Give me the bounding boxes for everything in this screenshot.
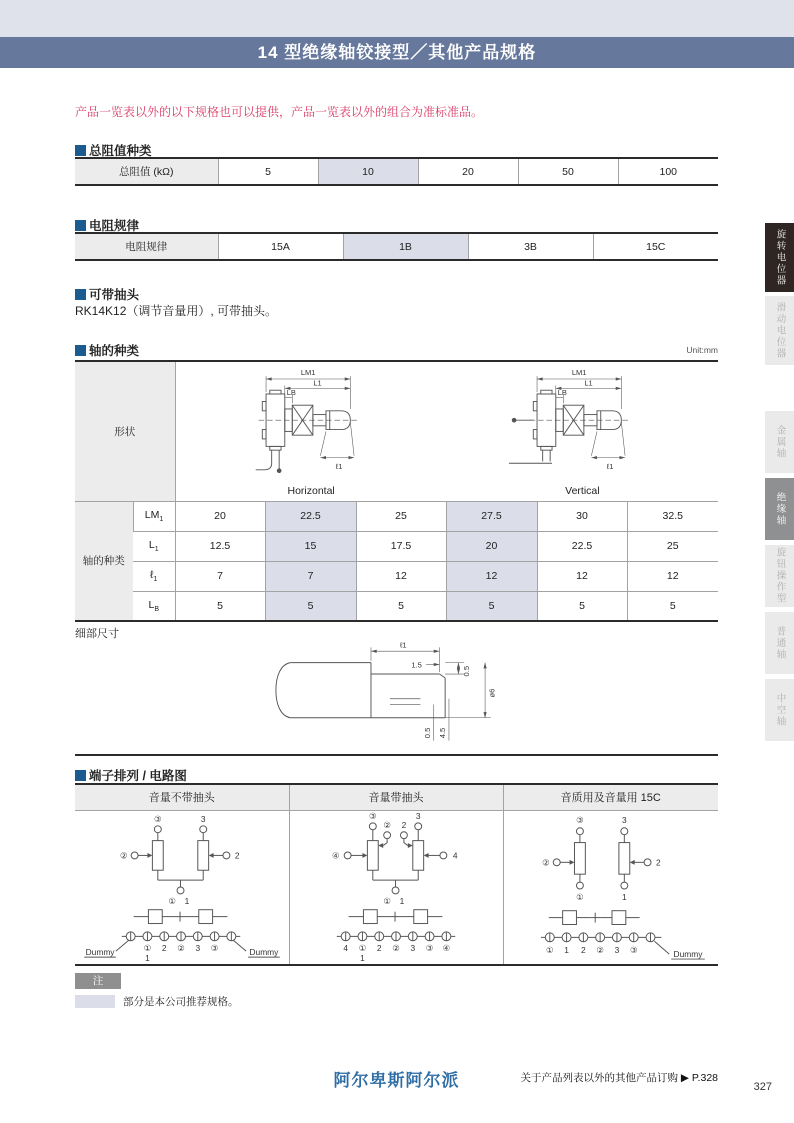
circuit-header-row: [75, 784, 718, 810]
svg-text:②: ②: [391, 942, 400, 953]
section-tap: 可带抽头: [75, 285, 139, 303]
svg-text:3: 3: [415, 810, 421, 821]
svg-text:③: ③: [210, 942, 219, 953]
sidebar-tab-insulated-shaft[interactable]: 绝缘轴: [765, 478, 794, 540]
svg-text:2: 2: [161, 942, 167, 953]
row-label: 总阻值 (kΩ): [75, 158, 218, 185]
row-label: 电阻规律: [75, 233, 218, 260]
svg-text:1: 1: [184, 895, 190, 906]
svg-text:①: ①: [545, 944, 554, 955]
section-marker-icon: [75, 289, 86, 300]
value-cell-recommended: 1B: [343, 233, 468, 260]
svg-text:1: 1: [563, 944, 569, 955]
value-cell: 5: [537, 591, 627, 621]
svg-text:①: ①: [382, 895, 391, 906]
shaft-table: [75, 360, 718, 622]
svg-text:④: ④: [442, 942, 450, 953]
circuit-header: 音质用及音量用 15C: [503, 784, 718, 810]
value-cell-recommended: 5: [446, 591, 537, 621]
detail-dimensions-label: 细部尺寸: [75, 628, 119, 640]
svg-text:②: ②: [382, 819, 391, 830]
value-cell-recommended: 20: [446, 531, 537, 561]
svg-text:3: 3: [621, 814, 627, 825]
sidebar-tab-rotary-potentiometer[interactable]: 旋转电位器: [765, 223, 794, 292]
value-cell: 20: [175, 501, 265, 531]
circuit-volume-no-tap: [75, 810, 289, 965]
svg-text:ø6: ø6: [487, 688, 497, 698]
svg-text:②: ②: [541, 856, 550, 867]
svg-text:ℓ1: ℓ1: [335, 461, 343, 471]
svg-text:1.5: 1.5: [411, 660, 422, 670]
page-title: 14 型绝缘轴铰接型／其他产品规格: [0, 37, 794, 68]
note-line: [75, 994, 239, 1009]
svg-text:0.5: 0.5: [461, 665, 471, 677]
horizontal-drawing-svg: [211, 364, 411, 482]
svg-text:LB: LB: [286, 387, 297, 397]
value-cell-recommended: 27.5: [446, 501, 537, 531]
section-total-resistance: 总阻值种类: [75, 141, 152, 159]
page-number: 327: [753, 1081, 772, 1093]
svg-text:2: 2: [234, 849, 240, 860]
note-badge: 注: [75, 973, 121, 989]
table-row: [75, 158, 718, 185]
svg-text:③: ③: [154, 813, 162, 824]
svg-text:②: ②: [177, 942, 185, 953]
dim-label: ℓ$_1$: [133, 561, 175, 591]
table-row: [75, 233, 718, 260]
order-info-link[interactable]: 关于产品列表以外的其他产品订购 ▶ P.328: [520, 1072, 718, 1084]
horizontal-caption: Horizontal: [287, 484, 335, 497]
svg-text:4: 4: [342, 942, 348, 953]
value-cell: 5: [218, 158, 318, 185]
circuit-header: 音量不带抽头: [75, 784, 289, 810]
svg-text:1: 1: [399, 895, 404, 906]
value-cell-recommended: 15: [265, 531, 356, 561]
circuit-tone-and-volume-15c: [503, 810, 718, 965]
svg-text:2: 2: [401, 819, 406, 830]
circuit-volume-with-tap: [289, 810, 503, 965]
svg-text:①: ①: [143, 942, 152, 953]
dim-label: $L_1$: [133, 531, 175, 561]
vertical-caption: Vertical: [565, 484, 600, 497]
value-cell-recommended: 7: [265, 561, 356, 591]
unit-label: Unit:mm: [686, 345, 718, 355]
horizontal-shaft-drawing: [176, 362, 447, 501]
value-cell: 17.5: [356, 531, 446, 561]
shape-row: [75, 361, 718, 501]
value-cell: 50: [518, 158, 618, 185]
intro-note: 产品一览表以外的以下规格也可以提供，产品一览表以外的组合为准标准品。: [75, 105, 484, 119]
value-cell: 5: [175, 591, 265, 621]
value-cell: 12: [537, 561, 627, 591]
svg-text:ℓ1: ℓ1: [607, 461, 614, 471]
shape-label: 形状: [75, 361, 175, 501]
table-row: [75, 531, 718, 561]
value-cell: 30: [537, 501, 627, 531]
svg-text:Dummy: Dummy: [673, 948, 702, 959]
section-marker-icon: [75, 145, 86, 156]
svg-text:L1: L1: [584, 378, 594, 388]
svg-text:①: ①: [575, 891, 584, 902]
circuit-header: 音量带抽头: [289, 784, 503, 810]
section-marker-icon: [75, 220, 86, 231]
svg-text:LB: LB: [558, 387, 568, 397]
value-cell: 20: [418, 158, 518, 185]
circuit-diagram-1: [75, 811, 289, 964]
note-text: 部分是本公司推荐规格。: [123, 996, 239, 1008]
shape-drawings: [175, 361, 718, 501]
svg-text:2: 2: [655, 856, 661, 867]
value-cell: 15A: [218, 233, 343, 260]
svg-text:LM1: LM1: [572, 368, 587, 378]
taper-table: [75, 232, 718, 261]
svg-text:2: 2: [580, 944, 586, 955]
svg-text:③: ③: [629, 944, 637, 955]
circuit-table: [75, 783, 718, 966]
recommended-color-swatch: [75, 995, 115, 1008]
value-cell: 7: [175, 561, 265, 591]
value-cell-recommended: 10: [318, 158, 418, 185]
section-taper: 电阻规律: [75, 216, 139, 234]
dim-label: $L_B$: [133, 591, 175, 621]
svg-text:②: ②: [595, 944, 604, 955]
svg-text:Dummy: Dummy: [249, 946, 279, 957]
svg-text:1: 1: [621, 891, 627, 902]
value-cell: 22.5: [537, 531, 627, 561]
svg-text:①: ①: [358, 942, 366, 953]
circuit-diagram-3: [504, 811, 719, 964]
section-shaft: 轴的种类: [75, 341, 139, 359]
value-cell: 5: [627, 591, 718, 621]
dim-label: $LM_1$: [133, 501, 175, 531]
table-row: [75, 501, 718, 531]
brand-logo: 阿尔卑斯阿尔派: [333, 1071, 460, 1090]
value-cell: 15C: [593, 233, 718, 260]
value-cell: 12.5: [175, 531, 265, 561]
value-cell-recommended: 22.5: [265, 501, 356, 531]
svg-text:④: ④: [331, 849, 340, 860]
value-cell: 25: [356, 501, 446, 531]
sidebar-tab-hollow-shaft[interactable]: 中空轴: [765, 679, 794, 741]
svg-text:ℓ1: ℓ1: [399, 640, 407, 650]
table-row: [75, 591, 718, 621]
svg-text:3: 3: [200, 813, 206, 824]
sidebar-tab-metal-shaft[interactable]: 金属轴: [765, 411, 794, 473]
svg-text:③: ③: [575, 814, 584, 825]
svg-text:③: ③: [368, 810, 377, 821]
sidebar-tab-slide-potentiometer[interactable]: 滑动电位器: [765, 296, 794, 365]
total-resistance-table: [75, 157, 718, 186]
svg-text:2: 2: [376, 942, 382, 953]
svg-text:1: 1: [359, 952, 365, 963]
value-cell: 3B: [468, 233, 593, 260]
circuit-body-row: [75, 810, 718, 965]
value-cell: 5: [356, 591, 446, 621]
section-marker-icon: [75, 770, 86, 781]
value-cell-recommended: 5: [265, 591, 356, 621]
svg-text:4: 4: [452, 849, 458, 860]
sidebar-tab-standard-shaft[interactable]: 普通轴: [765, 612, 794, 674]
svg-text:3: 3: [614, 944, 619, 955]
vertical-shaft-drawing: [447, 362, 718, 501]
svg-text:1: 1: [145, 952, 150, 963]
svg-text:①: ①: [168, 895, 176, 906]
value-cell: 32.5: [627, 501, 718, 531]
svg-text:3: 3: [195, 942, 201, 953]
value-cell: 12: [627, 561, 718, 591]
value-cell: 100: [618, 158, 718, 185]
svg-text:L1: L1: [313, 378, 322, 388]
top-strip: [0, 0, 794, 37]
svg-text:②: ②: [120, 849, 128, 860]
value-cell: 12: [356, 561, 446, 591]
tap-description: RK14K12（调节音量用）, 可带抽头。: [75, 304, 278, 318]
svg-text:3: 3: [409, 942, 415, 953]
value-cell: 25: [627, 531, 718, 561]
svg-text:③: ③: [425, 942, 433, 953]
shaft-group-label: 轴的种类: [75, 501, 133, 621]
detail-dimensions-drawing: [190, 636, 590, 752]
vertical-drawing-svg: [482, 364, 682, 482]
section-divider: [75, 754, 718, 756]
circuit-diagram-2: [290, 811, 504, 964]
value-cell-recommended: 12: [446, 561, 537, 591]
svg-text:LM1: LM1: [301, 368, 316, 378]
svg-text:0.5: 0.5: [422, 727, 432, 739]
sidebar-tab-knob-operated[interactable]: 旋钮操作型: [765, 545, 794, 607]
table-row: [75, 561, 718, 591]
svg-text:Dummy: Dummy: [85, 946, 115, 957]
svg-text:4.5: 4.5: [438, 727, 448, 739]
section-terminals: 端子排列 / 电路图: [75, 766, 187, 784]
